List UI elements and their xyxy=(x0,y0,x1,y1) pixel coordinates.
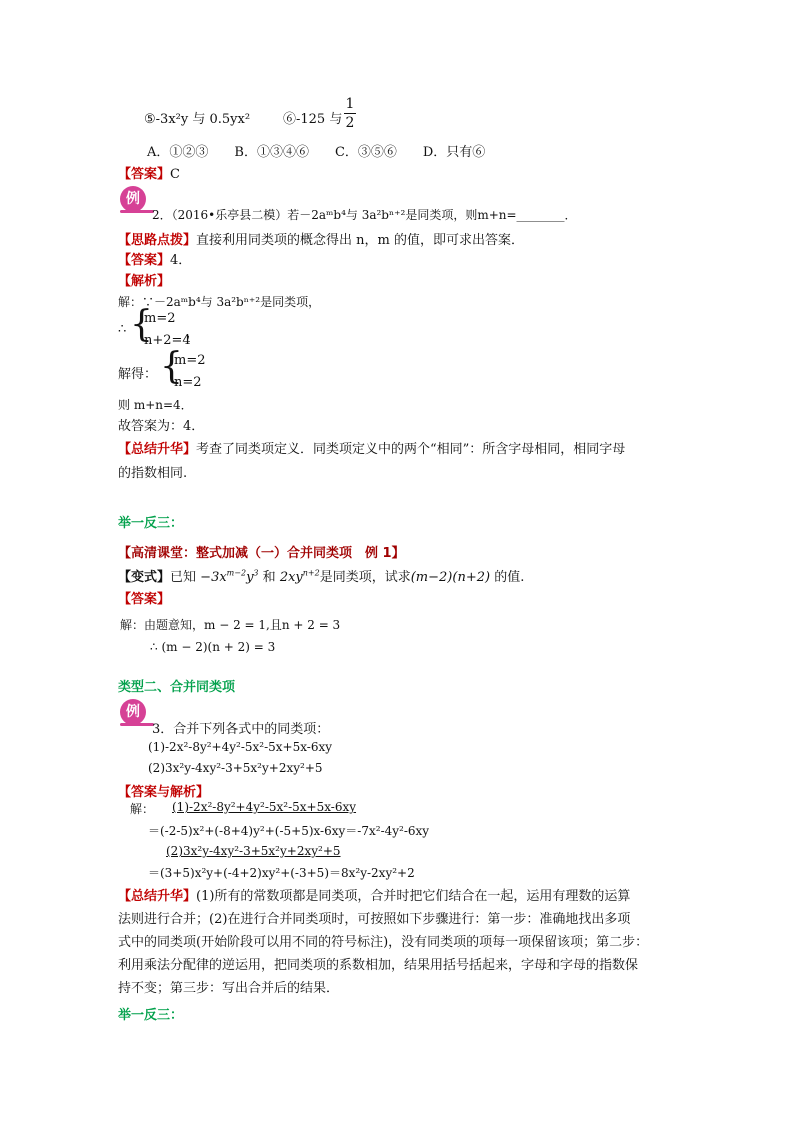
frac-bar xyxy=(344,113,356,114)
ex1-item6: ⑥-125 与 xyxy=(283,112,343,127)
variant-monomial-1 xyxy=(200,570,258,585)
analysis-tag: 【解析】 xyxy=(118,274,171,289)
system1-comma: ， xyxy=(186,326,200,341)
practice-solution-1: 解：由题意知，m − 2 = 1,且n + 2 = 3 xyxy=(120,618,341,632)
summary-tag: 【总结升华】 xyxy=(118,889,197,904)
ex1-options: A．①②③ B．①③④⑥ C．③⑤⑥ D．只有⑥ xyxy=(147,145,486,160)
ex3-solution-label: 解： xyxy=(130,802,155,816)
answer-tag: 【答案】 xyxy=(118,592,171,607)
example-badge-icon: 例 xyxy=(120,699,146,725)
variant-expression: (m−2)(n+2) xyxy=(410,570,491,585)
variant-monomial-2 xyxy=(280,570,320,585)
ex3-solution-2: (2)3x²y-4xy²-3+5x²y+2xy²+5 xyxy=(166,844,341,858)
practice-solution-2: ∴ (m − 2)(n + 2) = 3 xyxy=(150,640,276,654)
summary-line-4: 利用乘法分配律的逆运用，把同类项的系数相加，结果用括号括起来，字母和字母的指数保 xyxy=(118,958,639,973)
ex1-item5: ⑤-3x²y 与 0.5yx² xyxy=(144,112,251,127)
ex3-q1: (1)-2x²-8y²+4y²-5x²-5x+5x-6xy xyxy=(148,740,333,754)
summary-line-1: (1)所有的常数项都是同类项，合并时把它们结合在一起，运用有理数的运算 xyxy=(196,889,631,904)
answer-analysis-tag: 【答案与解析】 xyxy=(118,785,210,800)
system1-eq-a: m=2 xyxy=(144,311,176,326)
m1-y: y xyxy=(246,570,254,585)
badge-underline-icon xyxy=(120,723,154,726)
left-brace-2: { xyxy=(160,346,183,387)
system1-eq-b: n+2=4 xyxy=(144,333,191,348)
ex3-q2: (2)3x²y-4xy²-3+5x²y+2xy²+5 xyxy=(148,761,323,775)
m1-exp: m−2 xyxy=(226,568,247,578)
ex3-summary xyxy=(118,885,630,904)
ex3-question: 3．合并下列各式中的同类项： xyxy=(152,722,330,737)
practice-heading: 举一反三： xyxy=(118,516,184,531)
left-brace-1: { xyxy=(130,304,153,345)
answer-value: 4． xyxy=(170,253,192,268)
answer-tag: 【答案】 xyxy=(118,167,171,182)
system2-eq-a: m=2 xyxy=(174,353,206,368)
ex3-result-1: ＝(-2-5)x²+(-8+4)y²+(-5+5)x-6xy＝-7x²-4y²-6xy xyxy=(148,824,430,838)
summary-line-5: 持不变；第三步：写出合并后的结果． xyxy=(118,981,340,996)
variant-text-a: 已知 xyxy=(170,570,197,585)
ex1-answer xyxy=(118,163,180,182)
answer-value: C xyxy=(170,167,180,182)
variant-tag: 【变式】 xyxy=(118,570,171,585)
hint-text: 直接利用同类项的概念得出 n，m 的值，即可求出答案． xyxy=(196,233,524,248)
summary-tag: 【总结升华】 xyxy=(118,442,197,457)
m1-y-exp: 3 xyxy=(253,568,259,578)
m1-base: −3x xyxy=(200,570,227,585)
hint-tag: 【思路点拨】 xyxy=(118,233,197,248)
system2-eq-b: n=2 xyxy=(174,375,202,390)
m2-base: 2xy xyxy=(279,570,303,585)
course-heading: 【高清课堂：整式加减（一）合并同类项 例 1】 xyxy=(118,546,405,561)
solution-line-1: 解：∵－2aᵐb⁴与 3a²bⁿ⁺²是同类项， xyxy=(118,295,321,309)
solve-label: 解得： xyxy=(118,367,158,382)
variant-and: 和 xyxy=(262,570,276,585)
summary-line-2: 法则进行合并；(2)在进行合并同类项时，可按照如下步骤进行：第一步：准确地找出多项 xyxy=(118,912,631,927)
badge-underline-icon xyxy=(120,210,154,213)
type2-heading: 类型二、合并同类项 xyxy=(118,680,236,695)
m2-exp: n+2 xyxy=(302,568,320,578)
then-line: 则 m+n=4． xyxy=(118,398,193,412)
summary-line-1: 考查了同类项定义．同类项定义中的两个“相同”：所含字母相同，相同字母 xyxy=(196,442,626,457)
variant-text-b: 是同类项，试求 xyxy=(319,570,411,585)
ex3-solution-1: (1)-2x²-8y²+4y²-5x²-5x+5x-6xy xyxy=(172,800,357,814)
variant-line xyxy=(118,566,524,585)
ex2-hint xyxy=(118,229,524,248)
therefore-symbol: ∴ xyxy=(118,322,127,337)
variant-text-c: 的值. xyxy=(494,570,525,585)
ex2-summary xyxy=(118,438,625,457)
frac-denominator: 2 xyxy=(345,115,355,131)
final-line: 故答案为：4． xyxy=(118,419,205,434)
frac-numerator: 1 xyxy=(345,96,355,112)
ex2-answer xyxy=(118,249,191,268)
answer-tag: 【答案】 xyxy=(118,253,171,268)
practice-heading-2: 举一反三： xyxy=(118,1008,184,1023)
ex3-result-2: ＝(3+5)x²y+(-4+2)xy²+(-3+5)＝8x²y-2xy²+2 xyxy=(148,866,415,880)
example-badge-icon: 例 xyxy=(120,186,146,212)
ex1-fraction xyxy=(344,96,356,131)
summary-line-2: 的指数相同. xyxy=(118,466,188,481)
ex2-question: 2．（2016•乐亭县二模）若－2aᵐb⁴与 3a²bⁿ⁺²是同类项，则m+n=________． xyxy=(152,208,577,222)
summary-line-3: 式中的同类项(开始阶段可以用不同的符号标注)，没有同类项的项每一项保留该项；第二步： xyxy=(118,935,649,950)
